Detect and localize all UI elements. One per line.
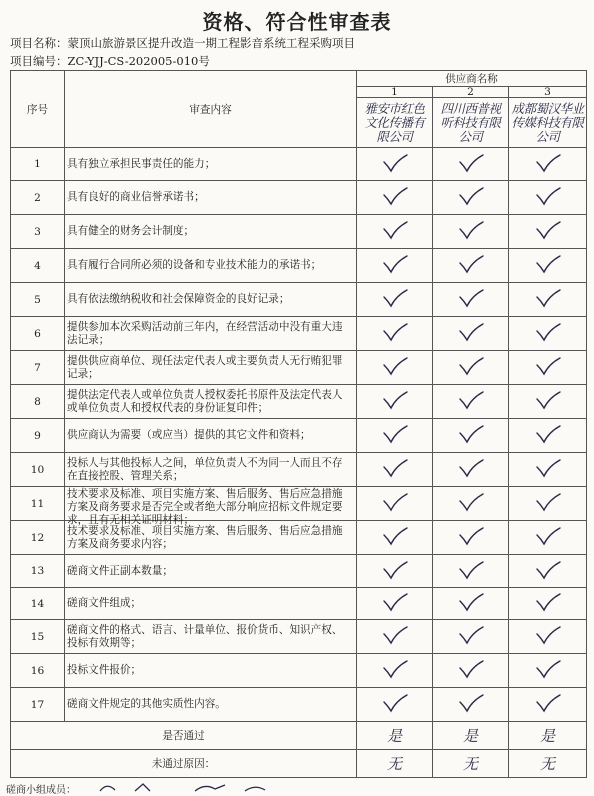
check-mark-supplier-1 xyxy=(357,215,433,249)
check-mark-supplier-1 xyxy=(357,688,433,722)
check-mark-supplier-3 xyxy=(509,419,587,453)
check-mark-supplier-3 xyxy=(509,453,587,487)
check-icon xyxy=(534,424,562,444)
table-row xyxy=(11,215,587,249)
check-icon xyxy=(381,526,409,546)
check-mark-supplier-1 xyxy=(357,351,433,385)
check-mark-supplier-3 xyxy=(509,654,587,688)
row-seq: 13 xyxy=(11,555,65,588)
check-icon xyxy=(381,659,409,679)
check-mark-supplier-1 xyxy=(357,620,433,654)
check-icon xyxy=(457,356,485,376)
row-content: 磋商文件组成； xyxy=(65,588,357,620)
pass-label: 是否通过 xyxy=(11,722,357,750)
check-mark-supplier-3 xyxy=(509,351,587,385)
check-icon xyxy=(457,625,485,645)
check-icon xyxy=(457,560,485,580)
supplier-number-3: 3 xyxy=(509,87,587,98)
check-mark-supplier-2 xyxy=(433,181,509,215)
check-mark-supplier-3 xyxy=(509,215,587,249)
row-content: 磋商文件的格式、语言、计量单位、报价货币、知识产权、投标有效期等； xyxy=(65,620,357,654)
row-seq: 9 xyxy=(11,419,65,453)
check-icon xyxy=(381,592,409,612)
check-mark-supplier-3 xyxy=(509,385,587,419)
check-mark-supplier-2 xyxy=(433,654,509,688)
table-row xyxy=(11,654,587,688)
table-row xyxy=(11,620,587,654)
check-mark-supplier-1 xyxy=(357,181,433,215)
check-icon xyxy=(534,220,562,240)
row-content: 技术要求及标准、项目实施方案、售后服务、售后应急措施方案及商务要求是否完全或者绝大部分响应招标文件规定要求，且有无相关证明材料； xyxy=(65,487,357,521)
check-mark-supplier-2 xyxy=(433,487,509,521)
check-icon xyxy=(534,526,562,546)
check-mark-supplier-1 xyxy=(357,419,433,453)
check-mark-supplier-3 xyxy=(509,521,587,555)
check-icon xyxy=(534,458,562,478)
signature-marks xyxy=(95,782,275,791)
table-row xyxy=(11,688,587,722)
check-icon xyxy=(457,659,485,679)
check-mark-supplier-2 xyxy=(433,620,509,654)
row-seq: 12 xyxy=(11,521,65,555)
table-row xyxy=(11,317,587,351)
check-icon xyxy=(457,254,485,274)
fail-reason-row xyxy=(11,750,587,778)
row-content: 磋商文件规定的其他实质性内容。 xyxy=(65,688,357,722)
check-mark-supplier-1 xyxy=(357,521,433,555)
check-mark-supplier-1 xyxy=(357,283,433,317)
check-icon xyxy=(381,322,409,342)
check-icon xyxy=(457,424,485,444)
check-mark-supplier-1 xyxy=(357,453,433,487)
check-icon xyxy=(457,322,485,342)
row-content: 提供法定代表人或单位负责人授权委托书原件及法定代表人或单位负责人和授权代表的身份证复印件； xyxy=(65,385,357,419)
row-content: 投标人与其他投标人之间，单位负责人不为同一人而且不存在直接控股、管理关系； xyxy=(65,453,357,487)
check-mark-supplier-2 xyxy=(433,351,509,385)
supplier-name-2: 四川西普视听科技有限公司 xyxy=(433,98,509,148)
check-mark-supplier-1 xyxy=(357,555,433,588)
check-mark-supplier-2 xyxy=(433,521,509,555)
fail-reason-value-3: 无 xyxy=(509,750,587,778)
check-icon xyxy=(534,492,562,512)
pass-value-3: 是 xyxy=(509,722,587,750)
check-icon xyxy=(381,186,409,206)
supplier-name-1: 雅安市红色文化传播有限公司 xyxy=(357,98,433,148)
project-code: 项目编号：ZC-YJJ-CS-202005-010号 xyxy=(10,54,210,68)
check-icon xyxy=(457,492,485,512)
page-title: 资格、符合性审查表 xyxy=(202,10,392,34)
check-mark-supplier-1 xyxy=(357,317,433,351)
table-row xyxy=(11,148,587,181)
check-icon xyxy=(534,560,562,580)
check-icon xyxy=(381,220,409,240)
table-row xyxy=(11,521,587,555)
check-icon xyxy=(381,560,409,580)
check-icon xyxy=(381,693,409,713)
header-content: 审查内容 xyxy=(65,71,357,148)
row-seq: 14 xyxy=(11,588,65,620)
table-row xyxy=(11,249,587,283)
table-row xyxy=(11,351,587,385)
table-row xyxy=(11,555,587,588)
fail-reason-value-2: 无 xyxy=(433,750,509,778)
check-icon xyxy=(381,424,409,444)
check-icon xyxy=(457,390,485,410)
check-icon xyxy=(381,492,409,512)
row-seq: 16 xyxy=(11,654,65,688)
row-content: 投标文件报价； xyxy=(65,654,357,688)
row-seq: 2 xyxy=(11,181,65,215)
check-mark-supplier-2 xyxy=(433,419,509,453)
row-seq: 15 xyxy=(11,620,65,654)
row-content: 具有健全的财务会计制度； xyxy=(65,215,357,249)
row-seq: 7 xyxy=(11,351,65,385)
table-row xyxy=(11,419,587,453)
check-mark-supplier-3 xyxy=(509,688,587,722)
pass-row xyxy=(11,722,587,750)
row-content: 技术要求及标准、项目实施方案、售后服务、售后应急措施方案及商务要求内容； xyxy=(65,521,357,555)
check-icon xyxy=(381,254,409,274)
check-icon xyxy=(534,659,562,679)
check-icon xyxy=(457,153,485,173)
fail-reason-value-1: 无 xyxy=(357,750,433,778)
row-content: 磋商文件正副本数量； xyxy=(65,555,357,588)
fail-reason-label: 未通过原因： xyxy=(11,750,357,778)
check-icon xyxy=(534,592,562,612)
row-seq: 3 xyxy=(11,215,65,249)
check-mark-supplier-3 xyxy=(509,588,587,620)
check-mark-supplier-1 xyxy=(357,487,433,521)
check-mark-supplier-2 xyxy=(433,249,509,283)
check-icon xyxy=(534,356,562,376)
check-icon xyxy=(534,693,562,713)
row-content: 提供供应商单位、现任法定代表人或主要负责人无行贿犯罪记录； xyxy=(65,351,357,385)
row-seq: 4 xyxy=(11,249,65,283)
check-icon xyxy=(534,390,562,410)
footer-label: 磋商小组成员： xyxy=(6,785,76,796)
supplier-number-2: 2 xyxy=(433,87,509,98)
check-icon xyxy=(534,254,562,274)
check-mark-supplier-2 xyxy=(433,453,509,487)
row-content: 供应商认为需要（或应当）提供的其它文件和资料； xyxy=(65,419,357,453)
check-mark-supplier-3 xyxy=(509,283,587,317)
check-mark-supplier-2 xyxy=(433,555,509,588)
check-mark-supplier-1 xyxy=(357,148,433,181)
check-mark-supplier-3 xyxy=(509,317,587,351)
pass-value-2: 是 xyxy=(433,722,509,750)
check-mark-supplier-2 xyxy=(433,317,509,351)
header-suppliers: 供应商名称 xyxy=(357,71,587,87)
row-content: 具有依法缴纳税收和社会保障资金的良好记录； xyxy=(65,283,357,317)
review-table xyxy=(10,70,587,778)
check-mark-supplier-2 xyxy=(433,588,509,620)
table-row xyxy=(11,283,587,317)
pass-value-1: 是 xyxy=(357,722,433,750)
check-mark-supplier-3 xyxy=(509,555,587,588)
check-icon xyxy=(457,693,485,713)
check-icon xyxy=(381,288,409,308)
table-row xyxy=(11,453,587,487)
check-mark-supplier-1 xyxy=(357,654,433,688)
row-seq: 17 xyxy=(11,688,65,722)
check-icon xyxy=(381,625,409,645)
check-mark-supplier-3 xyxy=(509,249,587,283)
table-row xyxy=(11,588,587,620)
row-content: 具有良好的商业信誉承诺书； xyxy=(65,181,357,215)
table-row xyxy=(11,181,587,215)
check-icon xyxy=(457,186,485,206)
check-icon xyxy=(534,625,562,645)
check-mark-supplier-3 xyxy=(509,487,587,521)
check-icon xyxy=(457,288,485,308)
table-row xyxy=(11,487,587,521)
check-mark-supplier-3 xyxy=(509,148,587,181)
supplier-number-1: 1 xyxy=(357,87,433,98)
row-content: 具有独立承担民事责任的能力； xyxy=(65,148,357,181)
check-icon xyxy=(457,592,485,612)
project-name: 项目名称：蒙顶山旅游景区提升改造一期工程影音系统工程采购项目 xyxy=(10,36,355,50)
check-mark-supplier-1 xyxy=(357,249,433,283)
row-content: 具有履行合同所必须的设备和专业技术能力的承诺书； xyxy=(65,249,357,283)
check-mark-supplier-2 xyxy=(433,283,509,317)
check-mark-supplier-3 xyxy=(509,181,587,215)
check-icon xyxy=(534,322,562,342)
check-icon xyxy=(534,186,562,206)
row-seq: 5 xyxy=(11,283,65,317)
check-mark-supplier-1 xyxy=(357,385,433,419)
check-icon xyxy=(534,288,562,308)
table-row xyxy=(11,385,587,419)
check-mark-supplier-2 xyxy=(433,688,509,722)
row-seq: 10 xyxy=(11,453,65,487)
row-seq: 6 xyxy=(11,317,65,351)
row-seq: 11 xyxy=(11,487,65,521)
check-mark-supplier-2 xyxy=(433,215,509,249)
check-icon xyxy=(534,153,562,173)
check-icon xyxy=(381,153,409,173)
supplier-name-3: 成都蜀汉华业传媒科技有限公司 xyxy=(509,98,587,148)
check-icon xyxy=(381,390,409,410)
check-icon xyxy=(381,356,409,376)
row-seq: 8 xyxy=(11,385,65,419)
check-mark-supplier-1 xyxy=(357,588,433,620)
row-content: 提供参加本次采购活动前三年内，在经营活动中没有重大违法记录； xyxy=(65,317,357,351)
check-mark-supplier-2 xyxy=(433,385,509,419)
check-mark-supplier-3 xyxy=(509,620,587,654)
check-icon xyxy=(457,220,485,240)
check-mark-supplier-2 xyxy=(433,148,509,181)
row-seq: 1 xyxy=(11,148,65,181)
header-seq: 序号 xyxy=(11,71,65,148)
check-icon xyxy=(381,458,409,478)
check-icon xyxy=(457,458,485,478)
check-icon xyxy=(457,526,485,546)
